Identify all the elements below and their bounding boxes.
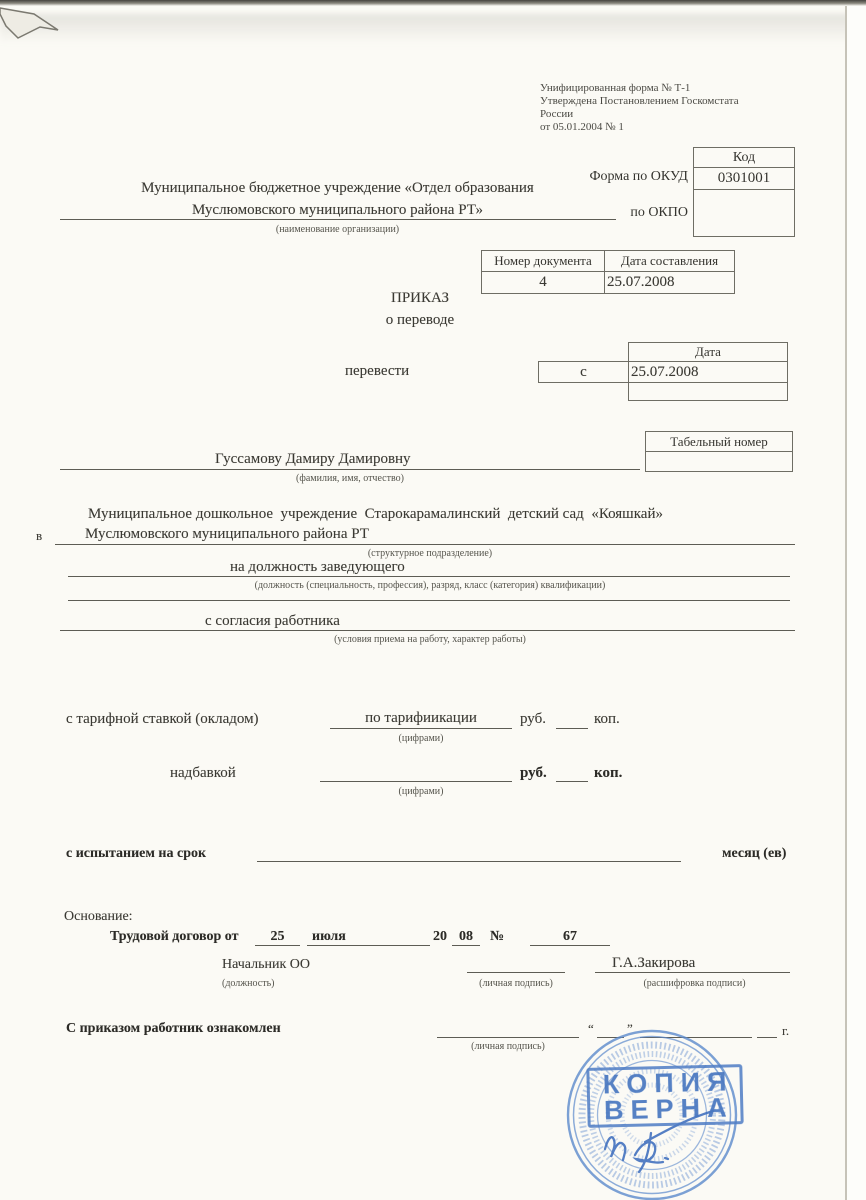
doc-date-cell	[604, 271, 735, 294]
reference-line: России	[540, 108, 574, 120]
contract-day: 25	[270, 929, 285, 944]
position-value: на должность заведующего	[230, 559, 405, 575]
personal-signature-line	[467, 972, 565, 973]
organization-line1: Муниципальное бюджетное учреждение «Отдел образования	[141, 180, 534, 196]
transfer-from-date: 25.07.2008	[631, 364, 699, 380]
reference-line: от 05.01.2004 № 1	[540, 121, 624, 133]
scan-right-margin	[847, 6, 866, 1200]
doc-date-value: 25.07.2008	[607, 274, 675, 290]
scan-top-edge	[0, 0, 866, 6]
signatory-name-caption: (расшифровка подписи)	[643, 978, 746, 989]
contract-year-underline	[452, 945, 480, 946]
transfer-from-label: с	[580, 364, 587, 380]
transfer-label: перевести	[345, 363, 410, 379]
okud-value-cell	[693, 167, 795, 190]
unit-line2: Муслюмовского муниципального района РТ	[85, 526, 369, 542]
bonus-caption: (цифрами)	[398, 786, 444, 797]
salary-value: по тарифиикации	[365, 710, 477, 726]
conditions-caption: (условия приема на работу, характер работы)	[334, 634, 526, 645]
stamp-line1: КОПИЯ	[602, 1066, 734, 1100]
reference-line: Унифицированная форма № Т-1	[540, 82, 691, 94]
contract-year: 08	[459, 929, 473, 944]
okpo-label: по ОКПО	[630, 205, 688, 220]
document-subtitle: о переводе	[385, 312, 455, 328]
unit-underline	[55, 544, 795, 545]
paper-right-edge	[845, 6, 847, 1200]
personnel-number-header	[645, 431, 793, 452]
conditions-value: с согласия работника	[205, 613, 340, 629]
ack-quote-close: ”	[627, 1021, 633, 1036]
document-title: ПРИКАЗ	[391, 290, 449, 306]
ack-year-underline	[757, 1037, 777, 1038]
organization-underline	[60, 200, 616, 220]
employee-name-underline	[60, 469, 640, 470]
copy-valid-stamp	[586, 1064, 743, 1128]
salary-kop-label: коп.	[594, 711, 620, 727]
contract-number-sign: №	[490, 929, 505, 944]
reference-line: Утверждена Постановлением Госкомстата	[540, 95, 739, 107]
organization-line2: Муслюмовского муниципального района РТ»	[191, 202, 484, 218]
contract-year-prefix: 20	[433, 929, 447, 944]
position-caption: (должность (специальность, профессия), разряд, класс (категория) квалификации)	[254, 580, 606, 591]
signatory-name-underline	[595, 972, 790, 973]
doc-number-header	[481, 250, 605, 272]
okud-label: Форма по ОКУД	[589, 169, 688, 184]
contract-day-underline	[255, 945, 300, 946]
ack-quote-open: “	[588, 1021, 594, 1036]
signatory-position: Начальник ОО	[222, 957, 311, 972]
employee-name: Гуссамову Дамиру Дамировну	[215, 451, 411, 467]
probation-label: с испытанием на срок	[66, 846, 207, 861]
bonus-kop-underline	[556, 781, 588, 782]
doc-number-header-label: Номер документа	[494, 253, 592, 268]
code-header-label: Код	[732, 150, 756, 165]
unit-prefix: в	[36, 528, 43, 543]
bonus-label: надбавкой	[170, 765, 236, 781]
transfer-to-cell	[628, 382, 788, 401]
okpo-value-cell	[693, 189, 795, 237]
torn-corner	[0, 0, 70, 50]
probation-underline	[257, 861, 681, 862]
acknowledgement-label: С приказом работник ознакомлен	[66, 1021, 281, 1036]
contract-month: июля	[312, 929, 346, 944]
salary-rub-label: руб.	[520, 711, 546, 727]
doc-number-value: 4	[539, 274, 547, 290]
form-reference	[540, 82, 840, 134]
acknowledgement-signature-caption: (личная подпись)	[471, 1041, 545, 1052]
salary-kop-underline	[556, 728, 588, 729]
signatory-position-caption: (должность)	[222, 978, 275, 989]
conditions-underline	[60, 630, 795, 631]
contract-number-underline	[530, 945, 610, 946]
doc-date-header	[604, 250, 735, 272]
basis-label: Основание:	[64, 909, 133, 924]
unit-caption: (структурное подразделение)	[367, 548, 493, 559]
ack-year-suffix: г.	[782, 1023, 790, 1038]
salary-underline	[330, 728, 512, 729]
conditions-blank-line	[68, 600, 790, 601]
doc-date-header-label: Дата составления	[620, 253, 719, 268]
organization-caption: (наименование организации)	[275, 224, 400, 235]
transfer-date-header-label: Дата	[695, 344, 721, 359]
transfer-date-header	[628, 342, 788, 362]
contract-month-underline	[307, 945, 430, 946]
transfer-from-date-cell	[628, 361, 788, 383]
personnel-number-label: Табельный номер	[670, 434, 768, 449]
okud-value: 0301001	[717, 170, 771, 186]
salary-caption: (цифрами)	[398, 733, 444, 744]
transfer-from-cell	[538, 361, 629, 383]
personnel-number-cell	[645, 451, 793, 472]
scan-shadow	[0, 14, 866, 44]
personal-signature-caption: (личная подпись)	[479, 978, 553, 989]
bonus-underline	[320, 781, 512, 782]
unit-line1: Муниципальное дошкольное учреждение Старокарамалинский детский сад «Кояшкай»	[88, 506, 663, 522]
contract-label: Трудовой договор от	[110, 929, 239, 944]
bonus-kop-label: коп.	[594, 765, 623, 781]
stamp-line2: ВЕРНА	[603, 1092, 734, 1126]
signatory-name: Г.А.Закирова	[612, 955, 696, 971]
employee-name-caption: (фамилия, имя, отчество)	[296, 473, 404, 484]
contract-number: 67	[563, 929, 577, 944]
position-underline	[68, 576, 790, 577]
probation-suffix: месяц (ев)	[722, 846, 787, 861]
salary-label: с тарифной ставкой (окладом)	[66, 711, 259, 727]
bonus-rub-label: руб.	[520, 765, 547, 781]
code-header-cell	[693, 147, 795, 168]
